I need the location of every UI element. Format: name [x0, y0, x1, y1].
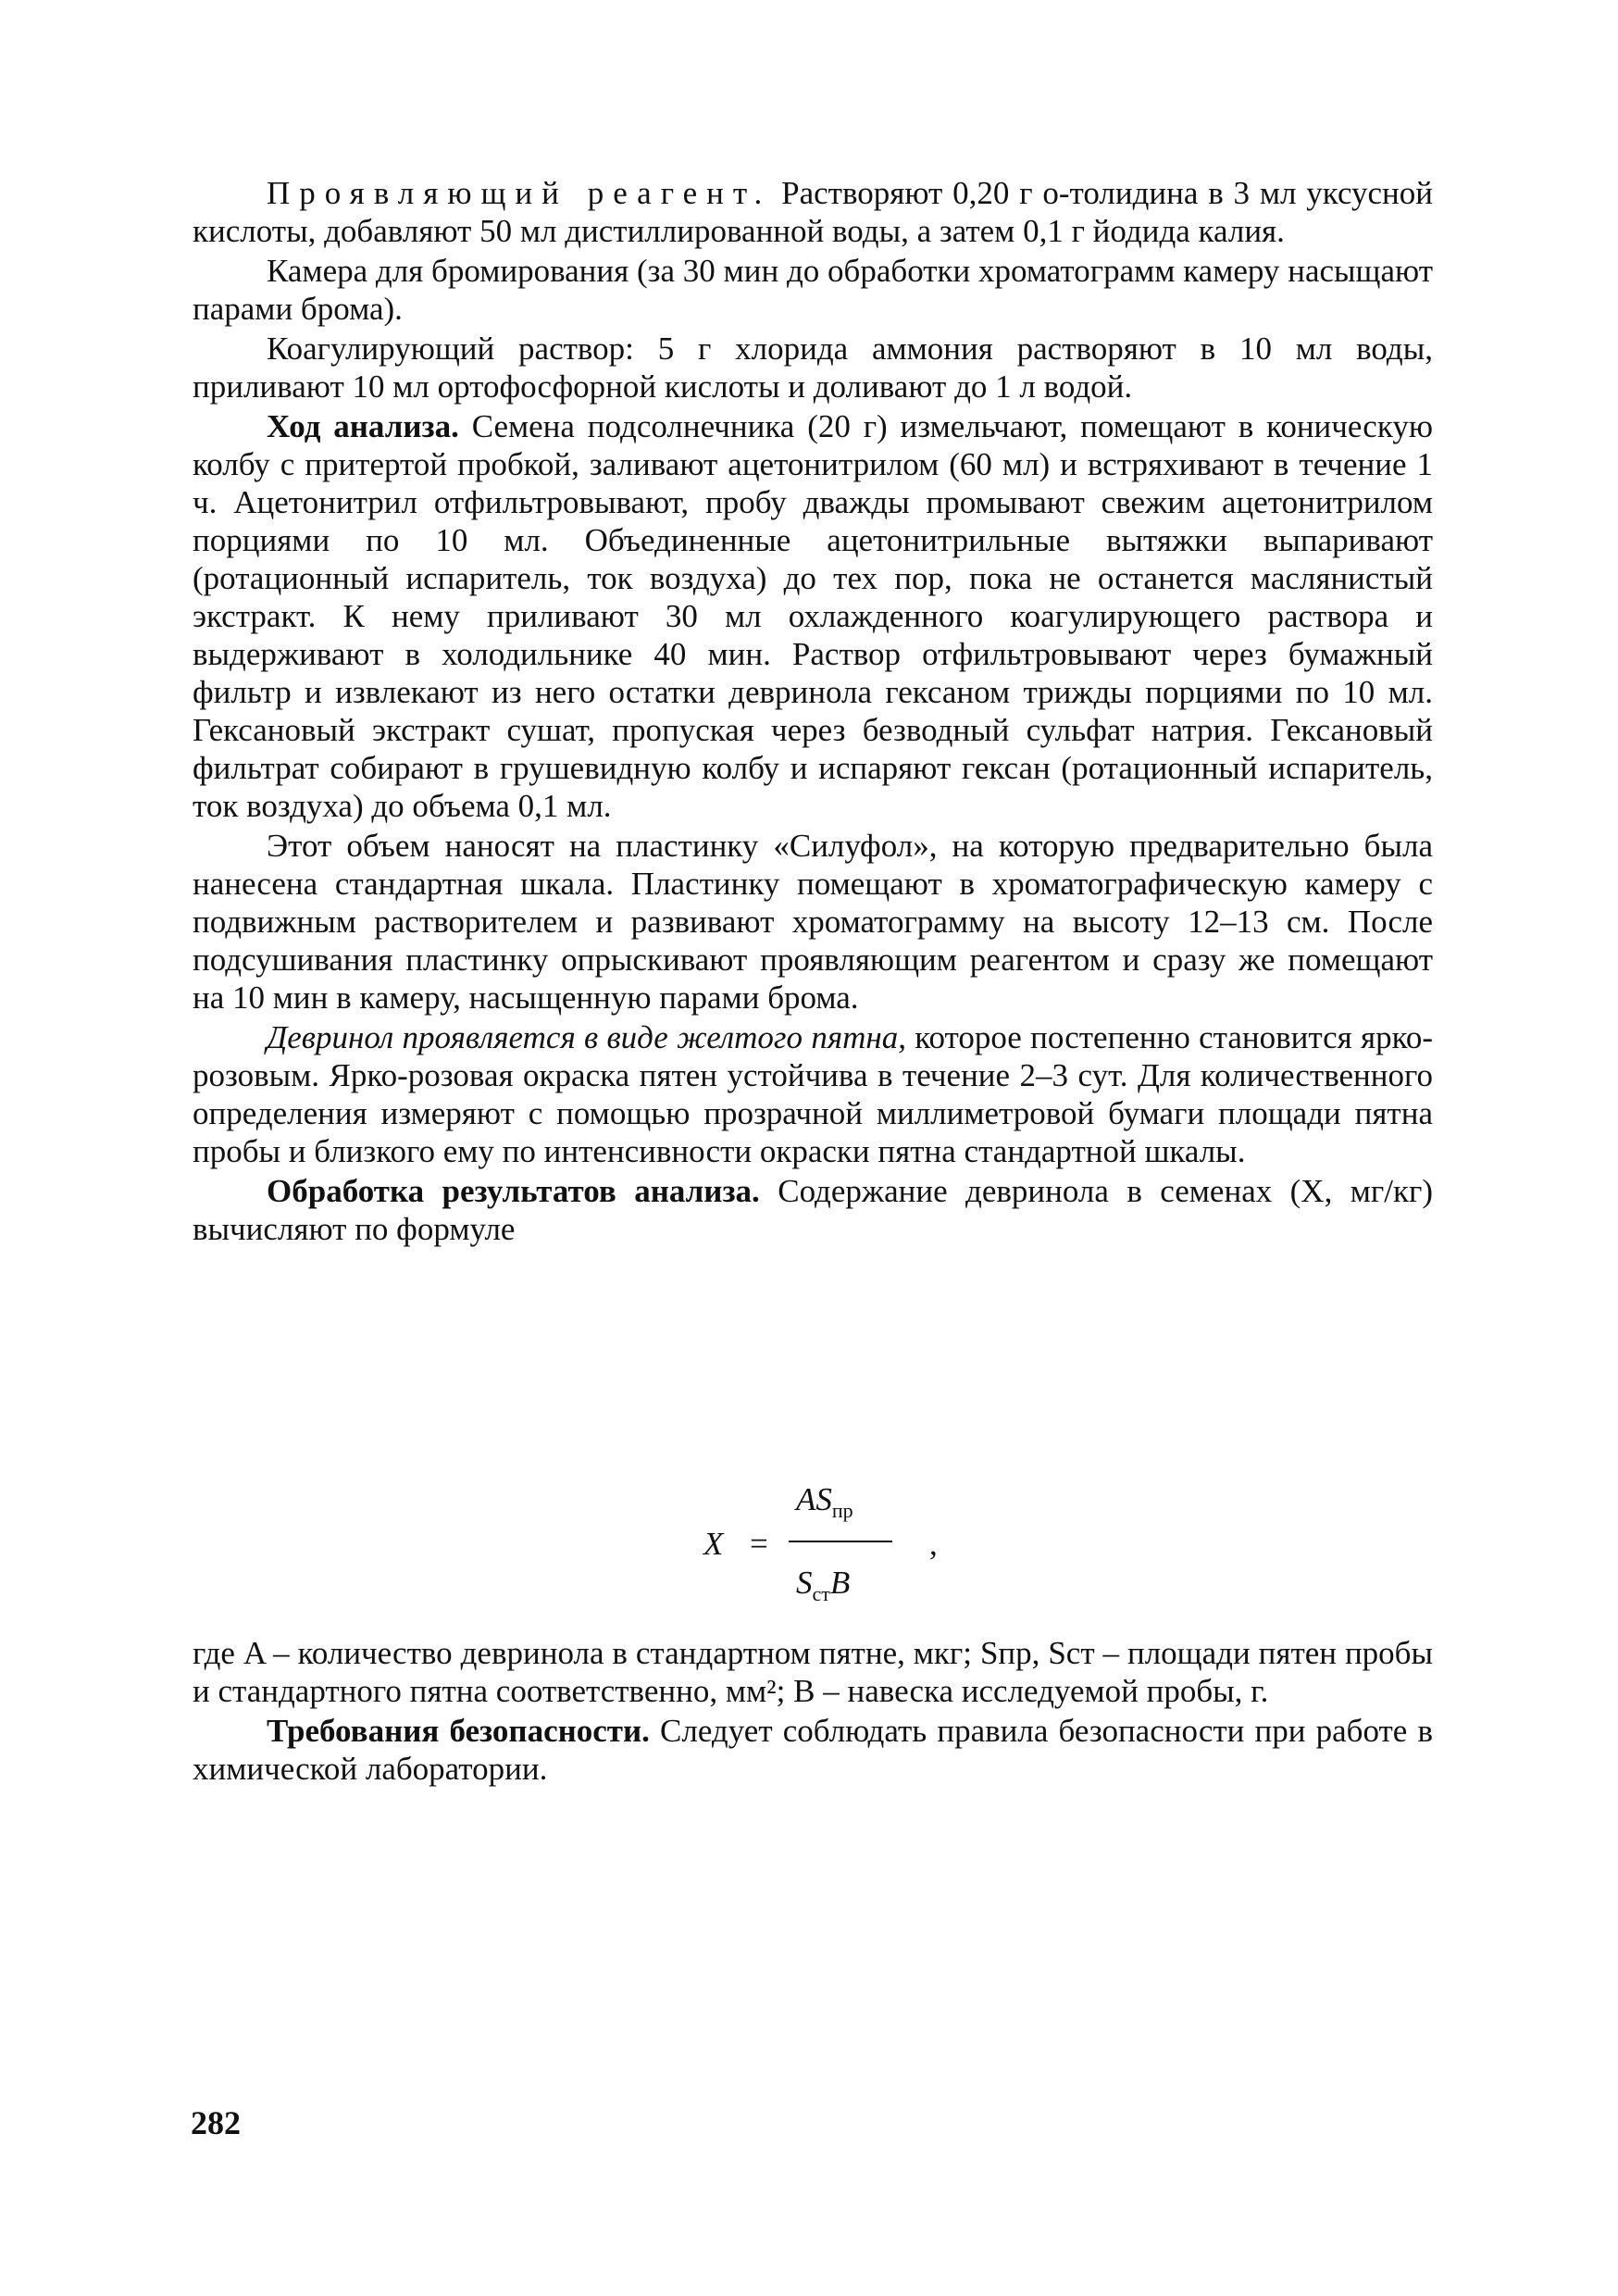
formula-lhs: X [703, 1526, 724, 1562]
detection-text: которое постепенно становится ярко-розовым. Ярко-розовая окраска пятен устойчива в течение 2–3 сут. Для количественного определения измеряют с помощью прозрачной миллиметровой бумаги площади пятна пробы и близкого ему по интенсивности окраски пятна стандартной шкалы. [193, 1019, 1433, 1169]
results-processing-text: Содержание девринола в семенах (X, мг/кг) вычисляют по формуле [193, 1173, 1434, 1247]
paragraph-results-processing [193, 1172, 1433, 1248]
results-processing-heading: Обработка результатов анализа. [267, 1173, 760, 1209]
variable-definitions-text: где A – количество девринола в стандартном пятне, мкг; Sпр, Sст – площади пятен пробы и стандартного пятна соответственно, мм²; B – навеска исследуемой пробы, г. [193, 1635, 1433, 1709]
formula-denominator-main: S [796, 1565, 813, 1601]
concentration-formula [703, 1481, 1018, 1611]
formula-fraction-bar [789, 1541, 892, 1542]
formula-equals: = [750, 1526, 768, 1562]
paragraph-analysis-procedure [193, 407, 1433, 825]
formula-numerator-sub: пр [831, 1499, 853, 1522]
formula-numerator-main: AS [796, 1481, 832, 1517]
formula-numerator [796, 1481, 853, 1523]
variables-and-safety-block [193, 1634, 1433, 1790]
formula-denominator-sub: ст [812, 1582, 830, 1605]
analysis-procedure-heading: Ход анализа. [267, 408, 459, 444]
formula-denominator-tail: B [829, 1565, 851, 1601]
paragraph-developing-reagent [193, 174, 1433, 250]
safety-requirements-heading: Требования безопасности. [267, 1713, 650, 1749]
analysis-procedure-text: Семена подсолнечника (20 г) измельчают, помещают в коническую колбу с притертой пробкой, заливают ацетонитрилом (60 мл) и встряхивают в течение 1 ч. Ацетонитрил отфильтровывают, пробу дважды промывают свежим ацетонитрилом порциями по 10 мл. Объединенные ацетонитрильные вытяжки выпаривают (ротационный испаритель, ток воздуха) до тех пор, пока не останется маслянистый экстракт. К нему приливают 30 мл охлажденного коагулирующего раствора и выдерживают в холодильнике 40 мин. Раствор отфильтровывают через бумажный фильтр и извлекают из него остатки девринола гексаном трижды порциями по 10 мл. Гексановый экстракт сушат, пропуская через безводный сульфат натрия. Гексановый фильтрат собирают в грушевидную колбу и испаряют гексан (ротационный испаритель, ток воздуха) до объема 0,1 мл. [193, 408, 1433, 824]
paragraph-bromination-chamber [193, 252, 1433, 328]
paragraph-coagulating-solution [193, 330, 1433, 406]
coagulating-solution-text: Коагулирующий раствор: 5 г хлорида аммония растворяют в 10 мл воды, приливают 10 мл ортофосфорной кислоты и доливают до 1 л водой. [193, 331, 1433, 405]
page-number: 282 [191, 2104, 241, 2141]
paragraph-detection [193, 1018, 1433, 1170]
main-text-block [193, 174, 1433, 1250]
paragraph-safety-requirements [193, 1712, 1433, 1788]
bromination-chamber-text: Камера для бромирования (за 30 мин до обработки хроматограмм камеру насыщают парами брома). [193, 253, 1433, 327]
formula-trailing-comma: , [929, 1526, 938, 1562]
plate-application-text: Этот объем наносят на пластинку «Силуфол», на которую предварительно была нанесена стандартная шкала. Пластинку помещают в хроматографическую камеру с подвижным растворителем и развивают хроматограмму на высоту 12–13 см. После подсушивания пластинку опрыскивают проявляющим реагентом и сразу же помещают на 10 мин в камеру, насыщенную парами брома. [193, 828, 1433, 1016]
safety-requirements-text: Следует соблюдать правила безопасности при работе в химической лаборатории. [193, 1713, 1433, 1787]
paragraph-variable-definitions [193, 1634, 1433, 1710]
paragraph-plate-application [193, 827, 1433, 1017]
formula-denominator [796, 1565, 850, 1606]
detection-italic-text: Девринол проявляется в виде желтого пятна, [267, 1019, 906, 1055]
developing-reagent-label: Проявляющий реагент. [267, 175, 772, 211]
developing-reagent-text: Растворяют 0,20 г о-толидина в 3 мл уксусной кислоты, добавляют 50 мл дистиллированной воды, а затем 0,1 г йодида калия. [193, 175, 1434, 249]
